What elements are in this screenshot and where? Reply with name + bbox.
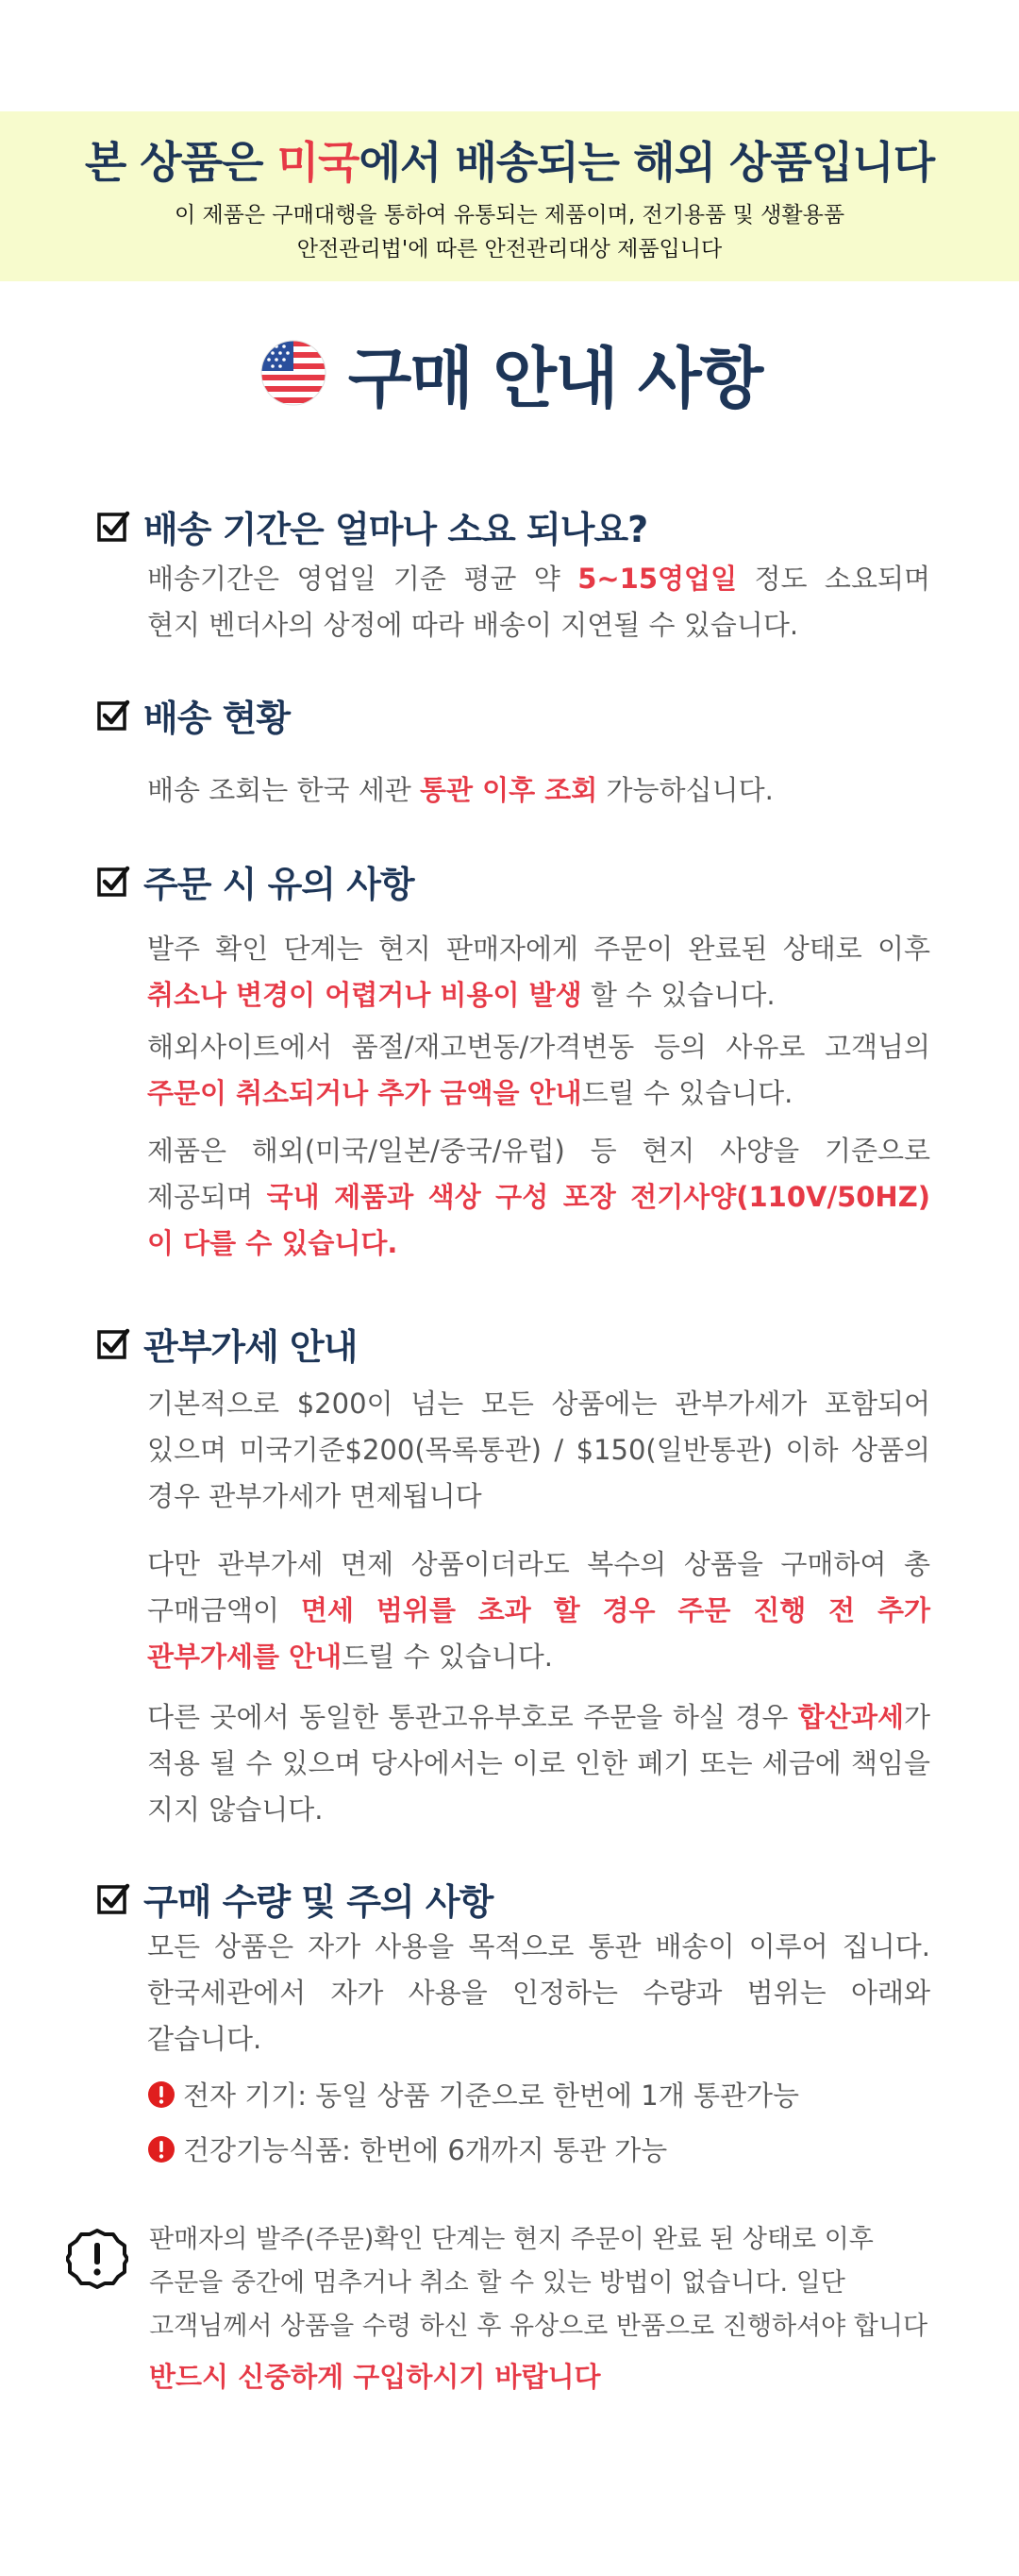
section-heading-order-caution — [96, 855, 414, 907]
exclamation-circle-icon — [147, 2135, 175, 2164]
purchase-quantity-paragraph — [147, 1924, 930, 2062]
text-segment: 할 수 있습니다. — [581, 979, 776, 1011]
delivery-time-paragraph — [147, 556, 930, 648]
section-heading-text: 주문 시 유의 사항 — [143, 864, 414, 905]
text-segment: 기본적으로 $200이 넘는 모든 상품에는 관부가세가 포함되어 있으며 미국기준$200(목록통관) / $150(일반통관) 이하 상품의 경우 관부가세가 면제됩니다 — [147, 1388, 930, 1512]
order-caution-paragraph-1 — [147, 926, 930, 1019]
checkbox-icon — [96, 1882, 130, 1916]
text-segment: 발주 확인 단계는 현지 판매자에게 주문이 완료된 상태로 이후 — [147, 933, 930, 965]
section-heading-text: 배송 기간은 얼마나 소요 되나요? — [143, 509, 648, 550]
checkbox-icon — [96, 510, 130, 544]
page-title — [0, 330, 1019, 415]
bullet-text: 전자 기기: 동일 상품 기준으로 한번에 1개 통관가능 — [183, 2079, 800, 2112]
text-segment: 제품은 해외(미국/일본/중국/유럽) 등 현지 사양을 기준으로 제공되며 — [147, 1135, 930, 1213]
checkbox-icon — [96, 1327, 130, 1361]
text-segment: 가 적용 될 수 있으며 당사에서는 이로 인한 폐기 또는 세금에 책임을 지지 않습니다. — [147, 1701, 930, 1826]
text-segment: 해외사이트에서 품절/재고변동/가격변동 등의 사유로 고객님의 — [147, 1031, 930, 1063]
checkbox-icon — [96, 699, 130, 732]
highlight-text: 통관 이후 조회 — [420, 774, 598, 806]
bullet-text: 건강기능식품: 한번에 6개까지 통관 가능 — [183, 2134, 668, 2166]
order-caution-paragraph-2 — [147, 1024, 930, 1117]
text-segment: 모든 상품은 자가 사용을 목적으로 통관 배송이 이루어 집니다. 한국세관에서 자가 사용을 인정하는 수량과 범위는 아래와 같습니다. — [147, 1930, 930, 2055]
text-segment: 가능하십니다. — [597, 774, 774, 806]
customs-tax-paragraph-3 — [147, 1694, 930, 1833]
banner-title-suffix: 에서 배송되는 해외 상품입니다 — [359, 137, 935, 188]
highlight-text: 취소나 변경이 어렵거나 비용이 발생 — [147, 979, 582, 1011]
checkbox-icon — [96, 865, 130, 899]
bullet-electronics — [147, 2075, 799, 2113]
section-heading-delivery-status — [96, 689, 290, 741]
text-segment: 다른 곳에서 동일한 통관고유부호로 주문을 하실 경우 — [147, 1701, 798, 1733]
banner-subtitle — [0, 198, 1019, 266]
highlight-text: 5~15영업일 — [577, 563, 738, 595]
order-caution-paragraph-3 — [147, 1128, 930, 1267]
text-segment: 드릴 수 있습니다. — [581, 1077, 793, 1109]
section-heading-purchase-quantity — [96, 1873, 493, 1925]
notice-banner — [0, 111, 1019, 281]
banner-title-country: 미국 — [276, 137, 359, 188]
section-heading-text: 관부가세 안내 — [143, 1326, 358, 1368]
banner-title-prefix: 본 상품은 — [84, 137, 277, 188]
text-segment: 드릴 수 있습니다. — [342, 1641, 553, 1673]
highlight-text: 국내 제품과 색상 구성 포장 전기사양(110V/50HZ) 이 다를 수 있습니다. — [147, 1181, 930, 1259]
highlight-text: 면세 범위를 초과 할 경우 주문 진행 전 추가 관부가세를 안내 — [147, 1594, 930, 1673]
highlight-text: 합산과세 — [797, 1701, 904, 1733]
text-segment: 배송 조회는 한국 세관 — [147, 774, 420, 806]
banner-subtitle-line1: 이 제품은 구매대행을 통하여 유통되는 제품이며, 전기용품 및 생활용품 — [174, 203, 845, 227]
page-title-text: 구매 안내 사항 — [347, 339, 762, 417]
section-heading-text: 구매 수량 및 주의 사항 — [143, 1881, 493, 1923]
banner-subtitle-line2: 안전관리법'에 따른 안전관리대상 제품입니다 — [296, 237, 723, 261]
banner-title — [0, 128, 1019, 191]
us-flag-icon — [258, 337, 329, 409]
section-heading-customs-tax — [96, 1318, 357, 1370]
customs-tax-paragraph-2 — [147, 1541, 930, 1680]
bullet-health-food — [147, 2130, 667, 2168]
warning-icon — [66, 2228, 128, 2290]
final-notice-emphasis: 반드시 신중하게 구입하시기 바랍니다 — [149, 2361, 601, 2393]
text-segment: 다만 관부가세 면제 상품이더라도 복수의 상품을 구매하여 총 구매금액이 — [147, 1548, 930, 1626]
text-segment: 정도 소요되며 현지 벤더사의 상정에 따라 배송이 지연될 수 있습니다. — [147, 563, 930, 641]
section-heading-delivery-time — [96, 500, 647, 552]
customs-tax-paragraph-1 — [147, 1381, 930, 1520]
section-heading-text: 배송 현황 — [143, 698, 291, 739]
highlight-text: 주문이 취소되거나 추가 금액을 안내 — [147, 1077, 582, 1109]
exclamation-circle-icon — [147, 2080, 175, 2109]
final-notice-text: 판매자의 발주(주문)확인 단계는 현지 주문이 완료 된 상태로 이후 주문을 중간에 멈추거나 취소 할 수 있는 방법이 없습니다. 일단 고객님께서 상품을 수령 하신 후 유상으로 반품으로 진행하셔야 합니다 — [149, 2225, 928, 2341]
text-segment: 배송기간은 영업일 기준 평균 약 — [147, 563, 578, 595]
delivery-status-paragraph — [147, 767, 930, 814]
